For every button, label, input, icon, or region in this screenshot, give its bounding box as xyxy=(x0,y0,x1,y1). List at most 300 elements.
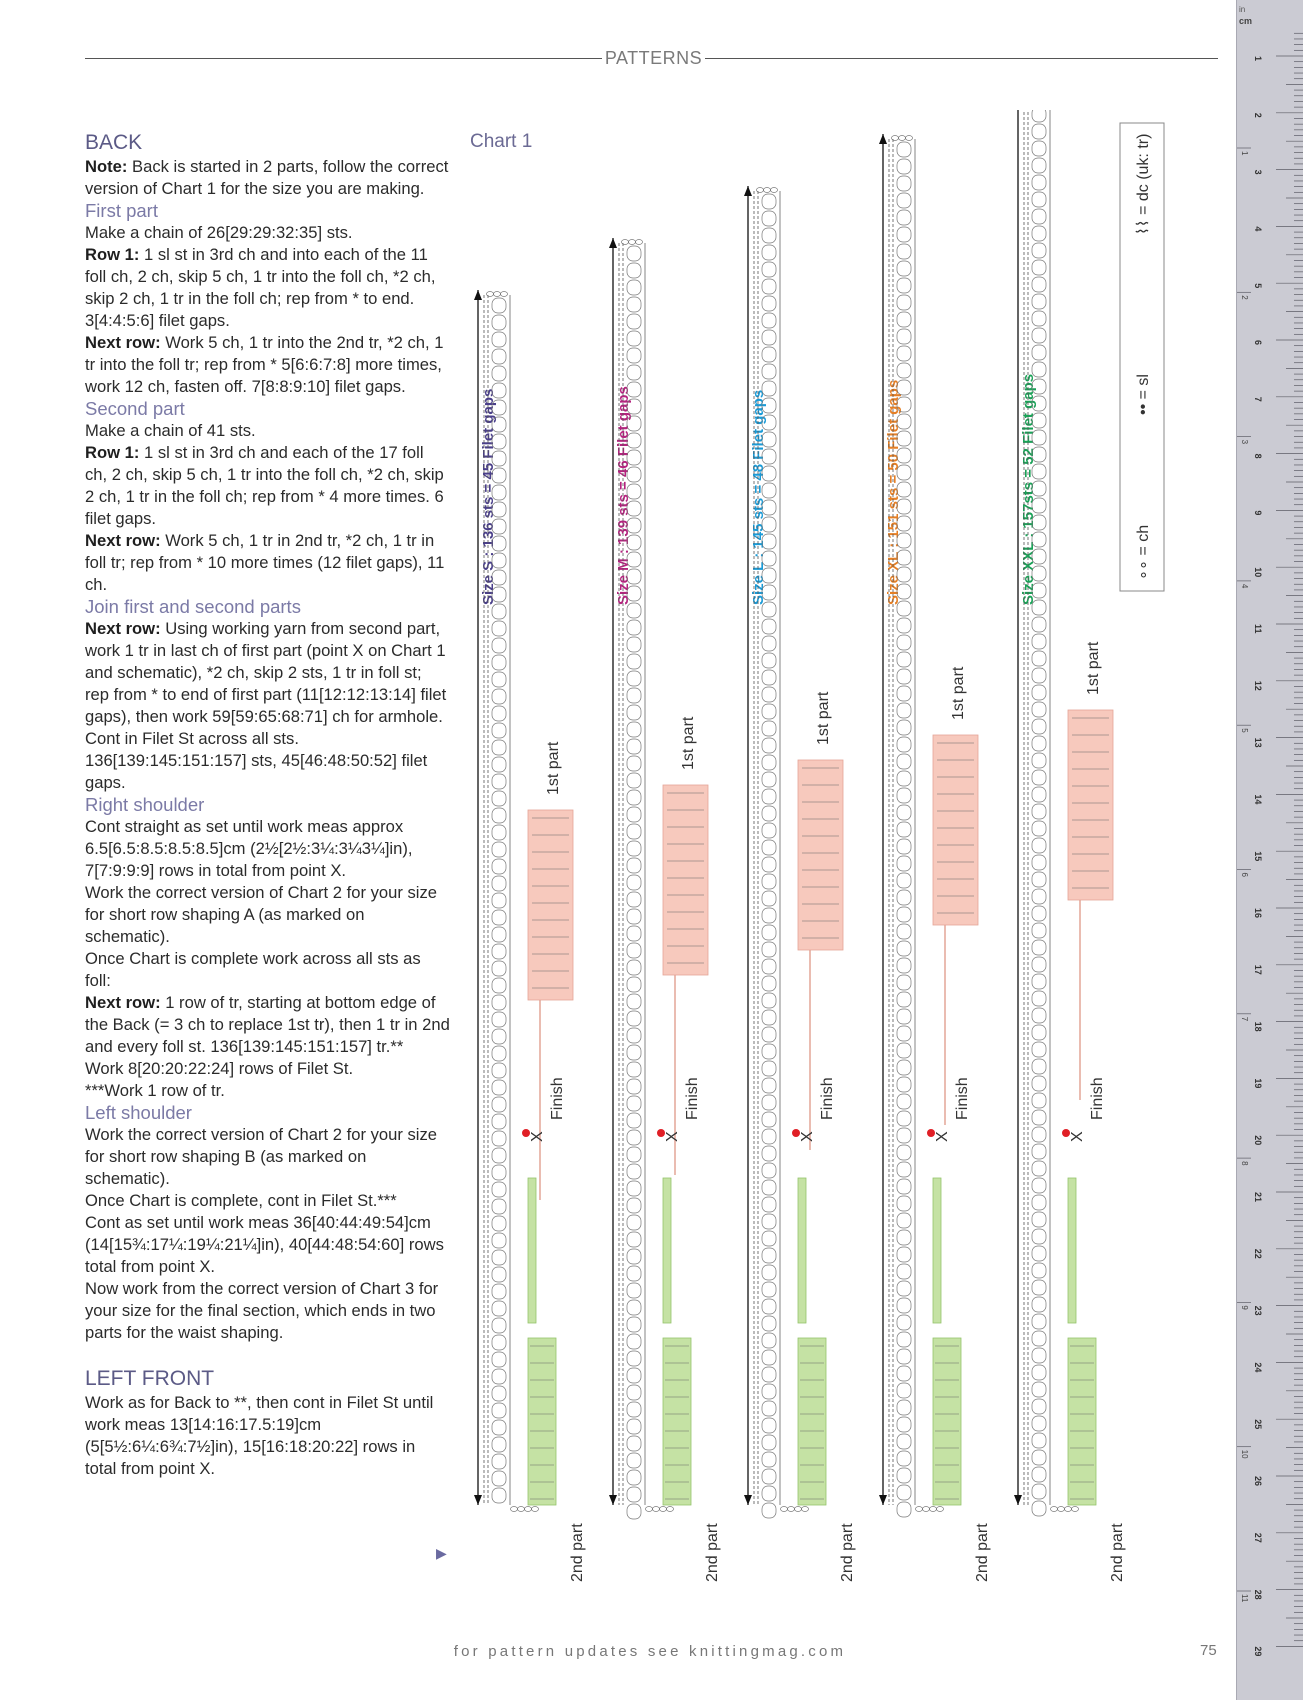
chain-cell xyxy=(1032,685,1046,700)
chain-cell xyxy=(897,1247,911,1262)
chain-cell xyxy=(897,873,911,888)
chain-cell xyxy=(1032,110,1046,122)
second-part-strip xyxy=(933,1178,941,1323)
chain-cell xyxy=(897,1026,911,1041)
chain-cell xyxy=(627,654,641,669)
chain-cell xyxy=(762,755,776,770)
chain-cell xyxy=(897,1230,911,1245)
chain-cell xyxy=(762,1146,776,1161)
chain-cell xyxy=(762,1282,776,1297)
chain-cell xyxy=(1032,1399,1046,1414)
chain-cell xyxy=(762,1129,776,1144)
back-note xyxy=(85,156,450,200)
back-heading: BACK xyxy=(85,131,143,154)
ruler-cm-label: 12 xyxy=(1253,680,1263,691)
size-chart-0 xyxy=(474,290,573,1512)
chain-cell xyxy=(897,958,911,973)
chain-cell xyxy=(627,297,641,312)
chain-cell xyxy=(1032,1314,1046,1329)
chain-cell xyxy=(492,1301,506,1316)
row-text: Work 5 ch, 1 tr into the 2nd tr, *2 ch, 1 tr into the foll tr; rep from * 5[6:6:7:8] more times, work 12 ch, fasten off. 7[8:8:9:10] filet gaps. xyxy=(85,333,444,396)
chain-cell xyxy=(1032,838,1046,853)
chain-cell xyxy=(762,1163,776,1178)
chain-cell xyxy=(627,1453,641,1468)
chain-cell xyxy=(762,1044,776,1059)
chain-cell xyxy=(627,1317,641,1332)
chain-cell xyxy=(897,1213,911,1228)
size-label: Size M : 139 sts = 46 Filet gaps xyxy=(615,386,632,605)
chain-cell xyxy=(897,992,911,1007)
chain-cell xyxy=(627,705,641,720)
chain-cell xyxy=(762,840,776,855)
chain-cell xyxy=(897,193,911,208)
finish-label: Finish xyxy=(819,1077,836,1120)
stitch-legend xyxy=(1120,123,1164,591)
chain-cell xyxy=(762,1350,776,1365)
point-x-label: X xyxy=(664,1131,681,1142)
size-chart-3 xyxy=(879,134,978,1517)
chain-cell xyxy=(897,1094,911,1109)
chain-cell xyxy=(1032,243,1046,258)
chain-cell xyxy=(762,194,776,209)
point-x-label: X xyxy=(934,1131,951,1142)
chain-cell xyxy=(627,1283,641,1298)
chain-cell xyxy=(492,1063,506,1078)
first-part-heading: First part xyxy=(85,200,158,221)
chain-cell xyxy=(1032,1161,1046,1176)
chain-cell xyxy=(492,1012,506,1027)
chain-cell xyxy=(492,366,506,381)
chain-cell xyxy=(627,1266,641,1281)
chain-cell xyxy=(492,655,506,670)
ruler-cm-label: 28 xyxy=(1253,1589,1263,1600)
ruler-cm-label: 8 xyxy=(1253,453,1263,459)
first-part-row1 xyxy=(85,244,450,332)
ruler-cm-label: 16 xyxy=(1253,908,1263,919)
first-part-label: 1st part xyxy=(1085,641,1102,695)
chain-cell xyxy=(492,1471,506,1486)
chain-cell xyxy=(492,1403,506,1418)
left-shoulder-line3: Cont as set until work meas 36[40:44:49:54]cm (14[15¾:17¼:19¼:21¼]in), 40[44:48:54:60] rows total from point X. xyxy=(85,1213,444,1276)
chain-cell xyxy=(897,1434,911,1449)
chain-cell xyxy=(1032,124,1046,139)
chain-cell xyxy=(897,295,911,310)
chain-cell xyxy=(897,312,911,327)
chain-cell xyxy=(627,739,641,754)
ruler-cm-label: 9 xyxy=(1253,510,1263,516)
chain-cell xyxy=(762,1503,776,1518)
chain-cell xyxy=(897,1162,911,1177)
chain-cell xyxy=(627,1470,641,1485)
chain-cell xyxy=(627,875,641,890)
chain-cell xyxy=(1032,702,1046,717)
chain-cell xyxy=(627,1062,641,1077)
chain-cell xyxy=(627,1402,641,1417)
chain-cell xyxy=(1032,821,1046,836)
chain-cell xyxy=(1032,1110,1046,1125)
chain-cell xyxy=(492,842,506,857)
first-part-label: 1st part xyxy=(950,666,967,720)
chain-cell xyxy=(897,1077,911,1092)
chain-cell xyxy=(897,1400,911,1415)
chain-cell xyxy=(1032,1008,1046,1023)
chain-cell xyxy=(627,1436,641,1451)
ruler-cm-label: 29 xyxy=(1253,1646,1263,1657)
chain-cell xyxy=(627,1164,641,1179)
chain-cell xyxy=(1032,991,1046,1006)
ruler-cm-label: 3 xyxy=(1253,169,1263,175)
chain-cell xyxy=(897,805,911,820)
chain-cell xyxy=(1032,1144,1046,1159)
chain-cell xyxy=(762,1486,776,1501)
chain-cell xyxy=(897,652,911,667)
chain-cell xyxy=(627,1215,641,1230)
chain-cell xyxy=(762,1316,776,1331)
ruler-inch-label: 8 xyxy=(1240,1161,1249,1166)
second-part-strip xyxy=(528,1178,536,1323)
chain-cell xyxy=(492,1352,506,1367)
chain-cell xyxy=(762,1333,776,1348)
chain-cell xyxy=(492,859,506,874)
chain-cell xyxy=(1032,1365,1046,1380)
join-continue: Cont in Filet St across all sts. 136[139:145:151:157] sts, 45[46:48:50:52] filet gaps. xyxy=(85,729,428,792)
chain-cell xyxy=(897,1060,911,1075)
ruler-cm-label: 23 xyxy=(1253,1305,1263,1316)
size-arrow-head xyxy=(744,1495,752,1505)
chain-cell xyxy=(762,1180,776,1195)
chain-stitch xyxy=(494,292,501,297)
size-chart-2 xyxy=(744,186,843,1518)
left-shoulder-line4: Now work from the correct version of Chart 3 for your size for the final section, which ends in two parts for the waist shaping. xyxy=(85,1279,439,1342)
header-rule-left xyxy=(85,58,602,59)
chain-cell xyxy=(762,959,776,974)
chain-cell xyxy=(1032,889,1046,904)
chain-cell xyxy=(1032,192,1046,207)
chain-cell xyxy=(897,1349,911,1364)
chain-cell xyxy=(627,1011,641,1026)
chain-cell xyxy=(1032,1280,1046,1295)
first-part-block xyxy=(528,810,573,1000)
legend-dc-label: ⌇⌇ = dc (uk: tr) xyxy=(1135,133,1152,235)
ruler-cm-label: 22 xyxy=(1253,1248,1263,1259)
chain-cell xyxy=(627,960,641,975)
chain-cell xyxy=(897,1502,911,1517)
chain-cell xyxy=(492,978,506,993)
chain-cell xyxy=(762,1078,776,1093)
chain-stitch xyxy=(1065,1507,1072,1512)
ruler-cm-label: 25 xyxy=(1253,1419,1263,1430)
finish-label: Finish xyxy=(549,1077,566,1120)
chain-cell xyxy=(1032,634,1046,649)
chain-stitch xyxy=(646,1507,653,1512)
chain-cell xyxy=(627,1385,641,1400)
chain-cell xyxy=(762,857,776,872)
point-x-label: X xyxy=(1069,1131,1086,1142)
chain-cell xyxy=(1032,226,1046,241)
chain-cell xyxy=(492,672,506,687)
chain-cell xyxy=(1032,345,1046,360)
right-shoulder-line5: ***Work 1 row of tr. xyxy=(85,1081,225,1100)
chain-cell xyxy=(897,754,911,769)
chain-cell xyxy=(762,228,776,243)
chain-cell xyxy=(492,332,506,347)
chain-cell xyxy=(627,348,641,363)
ruler-inch-label: 4 xyxy=(1240,583,1249,589)
chain-cell xyxy=(627,1147,641,1162)
size-arrow-head xyxy=(609,238,617,248)
ruler-cm-label: 15 xyxy=(1253,851,1263,862)
chain-cell xyxy=(627,841,641,856)
ruler-inch-label: 6 xyxy=(1240,872,1249,877)
size-label: Size S : 136 sts = 45 Filet gaps xyxy=(480,388,497,605)
chain-cell xyxy=(762,364,776,379)
chain-stitch xyxy=(487,292,494,297)
chain-stitch xyxy=(937,1507,944,1512)
chain-cell xyxy=(897,907,911,922)
chain-cell xyxy=(627,1181,641,1196)
chain-cell xyxy=(492,961,506,976)
chain-cell xyxy=(492,1335,506,1350)
chain-cell xyxy=(897,278,911,293)
continue-arrow-icon: ▶ xyxy=(436,1545,447,1561)
chain-cell xyxy=(897,737,911,752)
size-arrow-head xyxy=(474,290,482,300)
chain-cell xyxy=(492,791,506,806)
chain-cell xyxy=(492,757,506,772)
chain-cell xyxy=(627,977,641,992)
ruler-cm-label: 20 xyxy=(1253,1135,1263,1146)
chain-cell xyxy=(627,824,641,839)
row-label: Next row: xyxy=(85,333,161,352)
chain-cell xyxy=(492,927,506,942)
chain-cell xyxy=(627,637,641,652)
chain-cell xyxy=(762,1299,776,1314)
chain-cell xyxy=(897,839,911,854)
chain-cell xyxy=(627,1198,641,1213)
ruler-unit-cm: cm xyxy=(1239,16,1253,26)
size-arrow-head xyxy=(879,134,887,144)
footer-text: for pattern updates see knittingmag.com xyxy=(453,1643,847,1660)
chain-cell xyxy=(897,924,911,939)
ruler-cm-label: 18 xyxy=(1253,1021,1263,1032)
chain-cell xyxy=(627,1045,641,1060)
chain-cell xyxy=(762,296,776,311)
chain-cell xyxy=(627,790,641,805)
ruler-scale xyxy=(1237,0,1303,1700)
join-next-row xyxy=(85,618,450,728)
left-shoulder-line2: Once Chart is complete, cont in Filet St.*** xyxy=(85,1191,397,1210)
ruler-inch-label: 11 xyxy=(1240,1594,1249,1603)
chain-cell xyxy=(897,1298,911,1313)
chain-cell xyxy=(492,1386,506,1401)
ruler-inch-label: 9 xyxy=(1240,1305,1249,1310)
first-part-chain: Make a chain of 26[29:29:32:35] sts. xyxy=(85,223,353,242)
chain-cell xyxy=(492,1420,506,1435)
chain-cell xyxy=(897,720,911,735)
chain-cell xyxy=(762,1367,776,1382)
size-arrow-head xyxy=(879,1495,887,1505)
chain-cell xyxy=(1032,1127,1046,1142)
row-text: 1 sl st in 3rd ch and into each of the 11 foll ch, 2 ch, skip 5 ch, 1 tr into the foll ch, *2 ch, skip 2 ch, 1 tr in the foll ch; rep from * to end. 3[4:4:5:6] filet gaps. xyxy=(85,245,436,330)
chain-cell xyxy=(627,892,641,907)
crochet-chart xyxy=(470,110,1180,1600)
ruler-inch-label: 2 xyxy=(1240,295,1249,300)
chain-stitch xyxy=(653,1507,660,1512)
chain-cell xyxy=(492,1318,506,1333)
chain-cell xyxy=(492,1114,506,1129)
chain-cell xyxy=(1032,1229,1046,1244)
chain-stitch xyxy=(923,1507,930,1512)
ruler-cm-label: 21 xyxy=(1253,1192,1263,1203)
chain-cell xyxy=(897,1128,911,1143)
chain-cell xyxy=(762,1214,776,1229)
chain-cell xyxy=(897,1332,911,1347)
second-part-strip xyxy=(798,1178,806,1323)
chain-cell xyxy=(897,1468,911,1483)
chain-cell xyxy=(897,227,911,242)
chain-cell xyxy=(492,298,506,313)
note-text: Back is started in 2 parts, follow the correct version of Chart 1 for the size you are making. xyxy=(85,157,449,198)
chain-cell xyxy=(492,995,506,1010)
left-front-text: Work as for Back to **, then cont in Filet St until work meas 13[14:16:17.5:19]cm (5[5½:6¼:6¾:7½]in), 15[16:18:20:22] rows in total from point X. xyxy=(85,1393,434,1478)
chain-cell xyxy=(762,279,776,294)
chain-stitch xyxy=(622,240,629,245)
chain-cell xyxy=(897,261,911,276)
chain-cell xyxy=(492,1148,506,1163)
chain-stitch xyxy=(930,1507,937,1512)
row-label: Row 1: xyxy=(85,443,140,462)
chain-stitch xyxy=(532,1507,539,1512)
chain-cell xyxy=(1032,651,1046,666)
size-label: Size XL : 151 sts = 50 Filet gaps xyxy=(885,379,902,605)
chain-cell xyxy=(762,1095,776,1110)
chain-cell xyxy=(1032,277,1046,292)
ruler-inch-label: 7 xyxy=(1240,1016,1249,1022)
chain-cell xyxy=(627,1249,641,1264)
ruler-cm-label: 5 xyxy=(1253,283,1263,289)
chain-cell xyxy=(492,1250,506,1265)
chain-cell xyxy=(1032,940,1046,955)
first-part-label: 1st part xyxy=(815,691,832,745)
chain-stitch xyxy=(667,1507,674,1512)
first-part-block xyxy=(1068,710,1113,900)
chain-cell xyxy=(492,1029,506,1044)
chain-cell xyxy=(762,1027,776,1042)
chain-cell xyxy=(762,772,776,787)
row-text: Work 5 ch, 1 tr in 2nd tr, *2 ch, 1 tr in foll tr; rep from * 10 more times (12 filet gaps), 11 ch. xyxy=(85,531,445,594)
chain-cell xyxy=(492,1080,506,1095)
chain-cell xyxy=(627,1419,641,1434)
ruler-cm-label: 17 xyxy=(1253,964,1263,975)
finish-label: Finish xyxy=(1089,1077,1106,1120)
ruler-cm-label: 13 xyxy=(1253,737,1263,748)
chain-cell xyxy=(1032,668,1046,683)
chain-cell xyxy=(492,706,506,721)
chain-cell xyxy=(762,993,776,1008)
second-part-row1 xyxy=(85,442,450,530)
chain-cell xyxy=(1032,1059,1046,1074)
chain-cell xyxy=(762,704,776,719)
chain-cell xyxy=(897,1451,911,1466)
chain-cell xyxy=(762,245,776,260)
chain-cell xyxy=(897,703,911,718)
first-part-next-row xyxy=(85,332,450,398)
left-shoulder-heading: Left shoulder xyxy=(85,1102,192,1123)
chain-stitch xyxy=(899,136,906,141)
chain-cell xyxy=(492,944,506,959)
chain-cell xyxy=(1032,872,1046,887)
chain-cell xyxy=(627,688,641,703)
chain-cell xyxy=(627,263,641,278)
chain-cell xyxy=(897,635,911,650)
chain-cell xyxy=(762,1452,776,1467)
chain-cell xyxy=(492,604,506,619)
chain-cell xyxy=(1032,617,1046,632)
chain-cell xyxy=(492,1097,506,1112)
chain-cell xyxy=(492,315,506,330)
row-label: Next row: xyxy=(85,531,161,550)
ruler-unit-in: in xyxy=(1239,5,1246,14)
chain-cell xyxy=(762,738,776,753)
chain-stitch xyxy=(501,292,508,297)
chain-cell xyxy=(492,689,506,704)
chain-cell xyxy=(627,858,641,873)
chain-cell xyxy=(627,1300,641,1315)
chain-cell xyxy=(492,1454,506,1469)
chain-cell xyxy=(897,142,911,157)
chain-cell xyxy=(762,1231,776,1246)
legend-ch-label: ∘∘ = ch xyxy=(1135,524,1152,580)
chain-cell xyxy=(627,1113,641,1128)
right-shoulder-line3: Once Chart is complete work across all sts as foll: xyxy=(85,949,421,990)
second-part-heading: Second part xyxy=(85,398,185,419)
chain-cell xyxy=(1032,736,1046,751)
chain-cell xyxy=(1032,855,1046,870)
chain-cell xyxy=(627,722,641,737)
chain-cell xyxy=(627,994,641,1009)
chain-cell xyxy=(762,211,776,226)
chain-cell xyxy=(1032,906,1046,921)
ruler-cm-label: 2 xyxy=(1253,112,1263,118)
size-label: Size L : 145 sts = 48 Filet gaps xyxy=(750,389,767,605)
chain-stitch xyxy=(802,1507,809,1512)
chain-cell xyxy=(762,262,776,277)
row-label: Next row: xyxy=(85,993,161,1012)
row-label: Next row: xyxy=(85,619,161,638)
finish-label: Finish xyxy=(684,1077,701,1120)
ruler-cm-label: 14 xyxy=(1253,794,1263,805)
chain-cell xyxy=(627,620,641,635)
chain-cell xyxy=(492,723,506,738)
chain-cell xyxy=(1032,1416,1046,1431)
ruler-cm-label: 26 xyxy=(1253,1476,1263,1487)
chain-cell xyxy=(1032,1195,1046,1210)
point-x-label: X xyxy=(799,1131,816,1142)
chain-cell xyxy=(1032,1076,1046,1091)
chain-cell xyxy=(1032,804,1046,819)
chain-cell xyxy=(627,1079,641,1094)
chain-cell xyxy=(897,1179,911,1194)
ruler-inch-label: 5 xyxy=(1240,728,1249,733)
size-arrow-head xyxy=(609,1495,617,1505)
chain-cell xyxy=(897,1366,911,1381)
right-shoulder-line2: Work the correct version of Chart 2 for your size for short row shaping A (as marked on schematic). xyxy=(85,883,437,946)
left-front-heading: LEFT FRONT xyxy=(85,1367,215,1390)
right-shoulder-line1: Cont straight as set until work meas approx 6.5[6.5:8.5:8.5:8.5]cm (2½[2½:3¼:3¼3¼]in), 7[7:9:9:9] rows in total from point X. xyxy=(85,817,413,880)
chain-cell xyxy=(897,346,911,361)
size-arrow-head xyxy=(1014,1495,1022,1505)
chain-cell xyxy=(492,638,506,653)
